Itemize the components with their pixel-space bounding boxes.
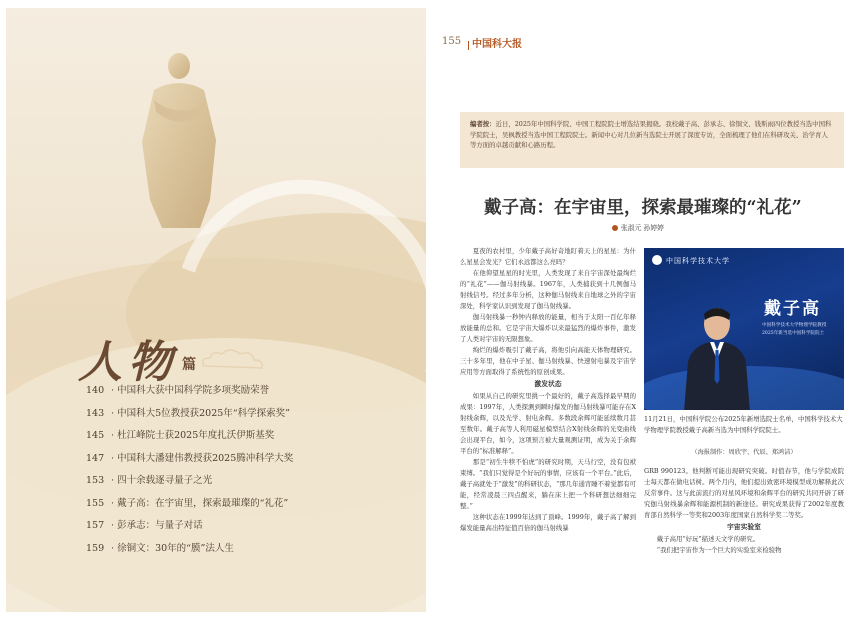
portrait-figure <box>680 300 754 410</box>
poster-title-line: 2025年新当选中国科学院院士 <box>762 331 825 336</box>
toc-title: 中国科大潘建伟教授获2025腾冲科学大奖 <box>117 452 294 464</box>
running-header <box>442 36 842 52</box>
right-page <box>432 8 858 612</box>
toc-page-number: 145 <box>86 430 105 441</box>
byline <box>612 222 664 232</box>
editor-note-text: 近日，2025年中国科学院、中国工程院院士增选结果揭晓。我校戴子高、彭承志、徐铜文、钱斯雨四位教授当选中国科学院院士，吴枫教授当选中国工程院院士。新闻中心对几位新当选院士开展了深度专访，全面梳理了他们在科研攻关、治学育人等方面的卓越贡献和心路历程。 <box>470 120 832 149</box>
section-heading-sub: 篇 <box>182 357 196 373</box>
toc-title: 杜江峰院士获2025年度扎沃伊斯基奖 <box>117 430 275 441</box>
article-title: 戴子高：在宇宙里，探索最璀璨的“礼花” <box>484 198 802 218</box>
statue-illustration <box>124 50 234 230</box>
toc-title: 四十余载逐寻量子之光 <box>117 475 213 486</box>
section-heading-main: 人物 <box>78 337 178 388</box>
photo-caption: 11月21日，中国科学院公布2025年新增选院士名单，中国科学技术大学物理学院教授戴子高新当选为中国科学院院士。 <box>644 415 843 434</box>
toc-page-number: 157 <box>86 520 105 531</box>
table-of-contents <box>86 382 293 562</box>
paragraph: 绚烂的爆炸吸引了戴子高，将他引向高能天体物理研究。三十多年里，他在中子星、伽马射线暴、快速射电暴及宇宙学应用等方面取得了系统性的原创成果。 <box>460 346 636 376</box>
photo-credit: （海报制作：周欣宇、代辰、郑鸿洁） <box>691 449 797 456</box>
page-number: 155 <box>442 36 462 47</box>
article-column-right <box>644 466 844 556</box>
toc-title: 徐铜文：30年的“膜”法人生 <box>117 542 234 554</box>
section-heading <box>78 326 196 390</box>
toc-page-number: 143 <box>86 407 105 419</box>
paragraph: 伽马射线暴一秒钟内释放的能量，相当于太阳一百亿年释放能量的总和。它是宇宙大爆炸以来最猛烈的爆炸事件，激发了人类对宇宙的无限想象。 <box>460 313 636 343</box>
toc-item[interactable]: 140 · 中国科大获中国科学院多项奖励荣誉 <box>86 382 293 399</box>
left-page <box>6 8 426 612</box>
toc-title: 中国科大获中国科学院多项奖励荣誉 <box>117 385 270 396</box>
university-logo-icon <box>652 255 662 265</box>
poster-header: 中国科学技术大学 <box>666 257 730 265</box>
paragraph: 那是“初生牛犊不怕虎”的研究时期，天马行空，没有包袱束缚。“我们只觉得是个好玩的事情，应该有一个平台。”此后，戴子高就处于“激发”的科研状态，“那几年通宵睡不着觉都有可能，经常凌晨三四点醒来，躺在床上把一个科研想法细细完整。” <box>460 458 636 510</box>
toc-item[interactable]: 159 · 徐铜文：30年的“膜”法人生 <box>86 540 293 557</box>
toc-page-number: 140 <box>86 385 105 396</box>
toc-title: 彭承志：与量子对话 <box>117 520 203 531</box>
poster-name: 戴子高 <box>764 299 821 319</box>
paragraph: 戴子高用“好玩”描述天文学的研究。 <box>656 535 760 543</box>
toc-item[interactable]: 143 · 中国科大5位教授获2025年“科学探索奖” <box>86 405 293 422</box>
byline-authors: 张淑元 孙婷婷 <box>621 224 664 232</box>
section-heading: 激发状态 <box>534 380 562 388</box>
toc-page-number: 159 <box>86 542 105 554</box>
paragraph: GRB 990123。他判断可能出现研究突破。时值春节，他与学院成院士每天都在做电话树。两个月内，他们提出致密环境模型成功解释此次反常事件。这与此前流行的对星风环境和余辉平台的研究共同开辟了研究伽马射线暴余辉和能源机制的新途径。研究成果获得了2002年度教育部自然科学一等奖和2003年度国家自然科学奖二等奖。 <box>644 467 844 519</box>
paragraph: 夏夜的农村里，少年戴子高好奇地盯着天上的星星：为什么星星会发光？它们永远都这么亮吗？ <box>460 247 636 266</box>
toc-title: 戴子高：在宇宙里，探索最璀璨的“礼花” <box>117 497 289 509</box>
toc-item[interactable]: 157 · 彭承志：与量子对话 <box>86 517 293 534</box>
toc-item[interactable]: 147 · 中国科大潘建伟教授获2025腾冲科学大奖 <box>86 450 293 467</box>
toc-item[interactable]: 153 · 四十余载逐寻量子之光 <box>86 472 293 489</box>
article-column-left <box>460 246 636 534</box>
toc-page-number: 155 <box>86 497 105 509</box>
portrait-poster <box>644 248 844 410</box>
header-divider <box>468 41 469 50</box>
toc-page-number: 147 <box>86 452 105 464</box>
editor-note <box>460 112 844 168</box>
paragraph: 这种状态在1999年达到了顶峰。1999年，戴子高了解到爆发能量高出特征值百倍的伽马射线暴 <box>460 513 636 532</box>
toc-title: 中国科大5位教授获2025年“科学探索奖” <box>117 407 290 419</box>
magazine-name: 中国科大报 <box>472 39 522 50</box>
toc-page-number: 153 <box>86 475 105 486</box>
toc-item[interactable]: 145 · 杜江峰院士获2025年度扎沃伊斯基奖 <box>86 427 293 444</box>
byline-bullet-icon <box>612 225 618 231</box>
toc-item[interactable]: 155 · 戴子高：在宇宙里，探索最璀璨的“礼花” <box>86 495 293 512</box>
cloud-ornament <box>198 346 268 374</box>
section-heading: 宇宙实验室 <box>727 523 761 531</box>
editor-note-label: 编者按： <box>470 120 496 128</box>
paragraph: 如果从自己的研究里挑一个最好的，戴子高选择最早期的成果：1997年，人类探测到瞬时爆发的伽马射线暴可能存在X射线余辉，以及光学、射电余辉。多数段余辉可能延续数月甚至数年。戴子高等人利用磁星模型结合X射线余辉的光变曲线会出现平台，如今，这项预言被大量观测证明，成为关于余辉平台的“标准解释”。 <box>460 392 636 455</box>
poster-title-line: 中国科学技术大学物理学院教授 <box>762 323 827 328</box>
paragraph: “我们把宇宙作为一个巨大的实验室来检验物 <box>656 546 782 554</box>
paragraph: 在他仰望星星的时光里，人类发现了来自宇宙深处最绚烂的“礼花”——伽马射线暴。1967年，人类捕获到十几例伽马射线信号。经过多年分析，这种伽马射线来自地球之外的宇宙深处，科学家认识到发现了伽马射线暴。 <box>460 269 636 310</box>
